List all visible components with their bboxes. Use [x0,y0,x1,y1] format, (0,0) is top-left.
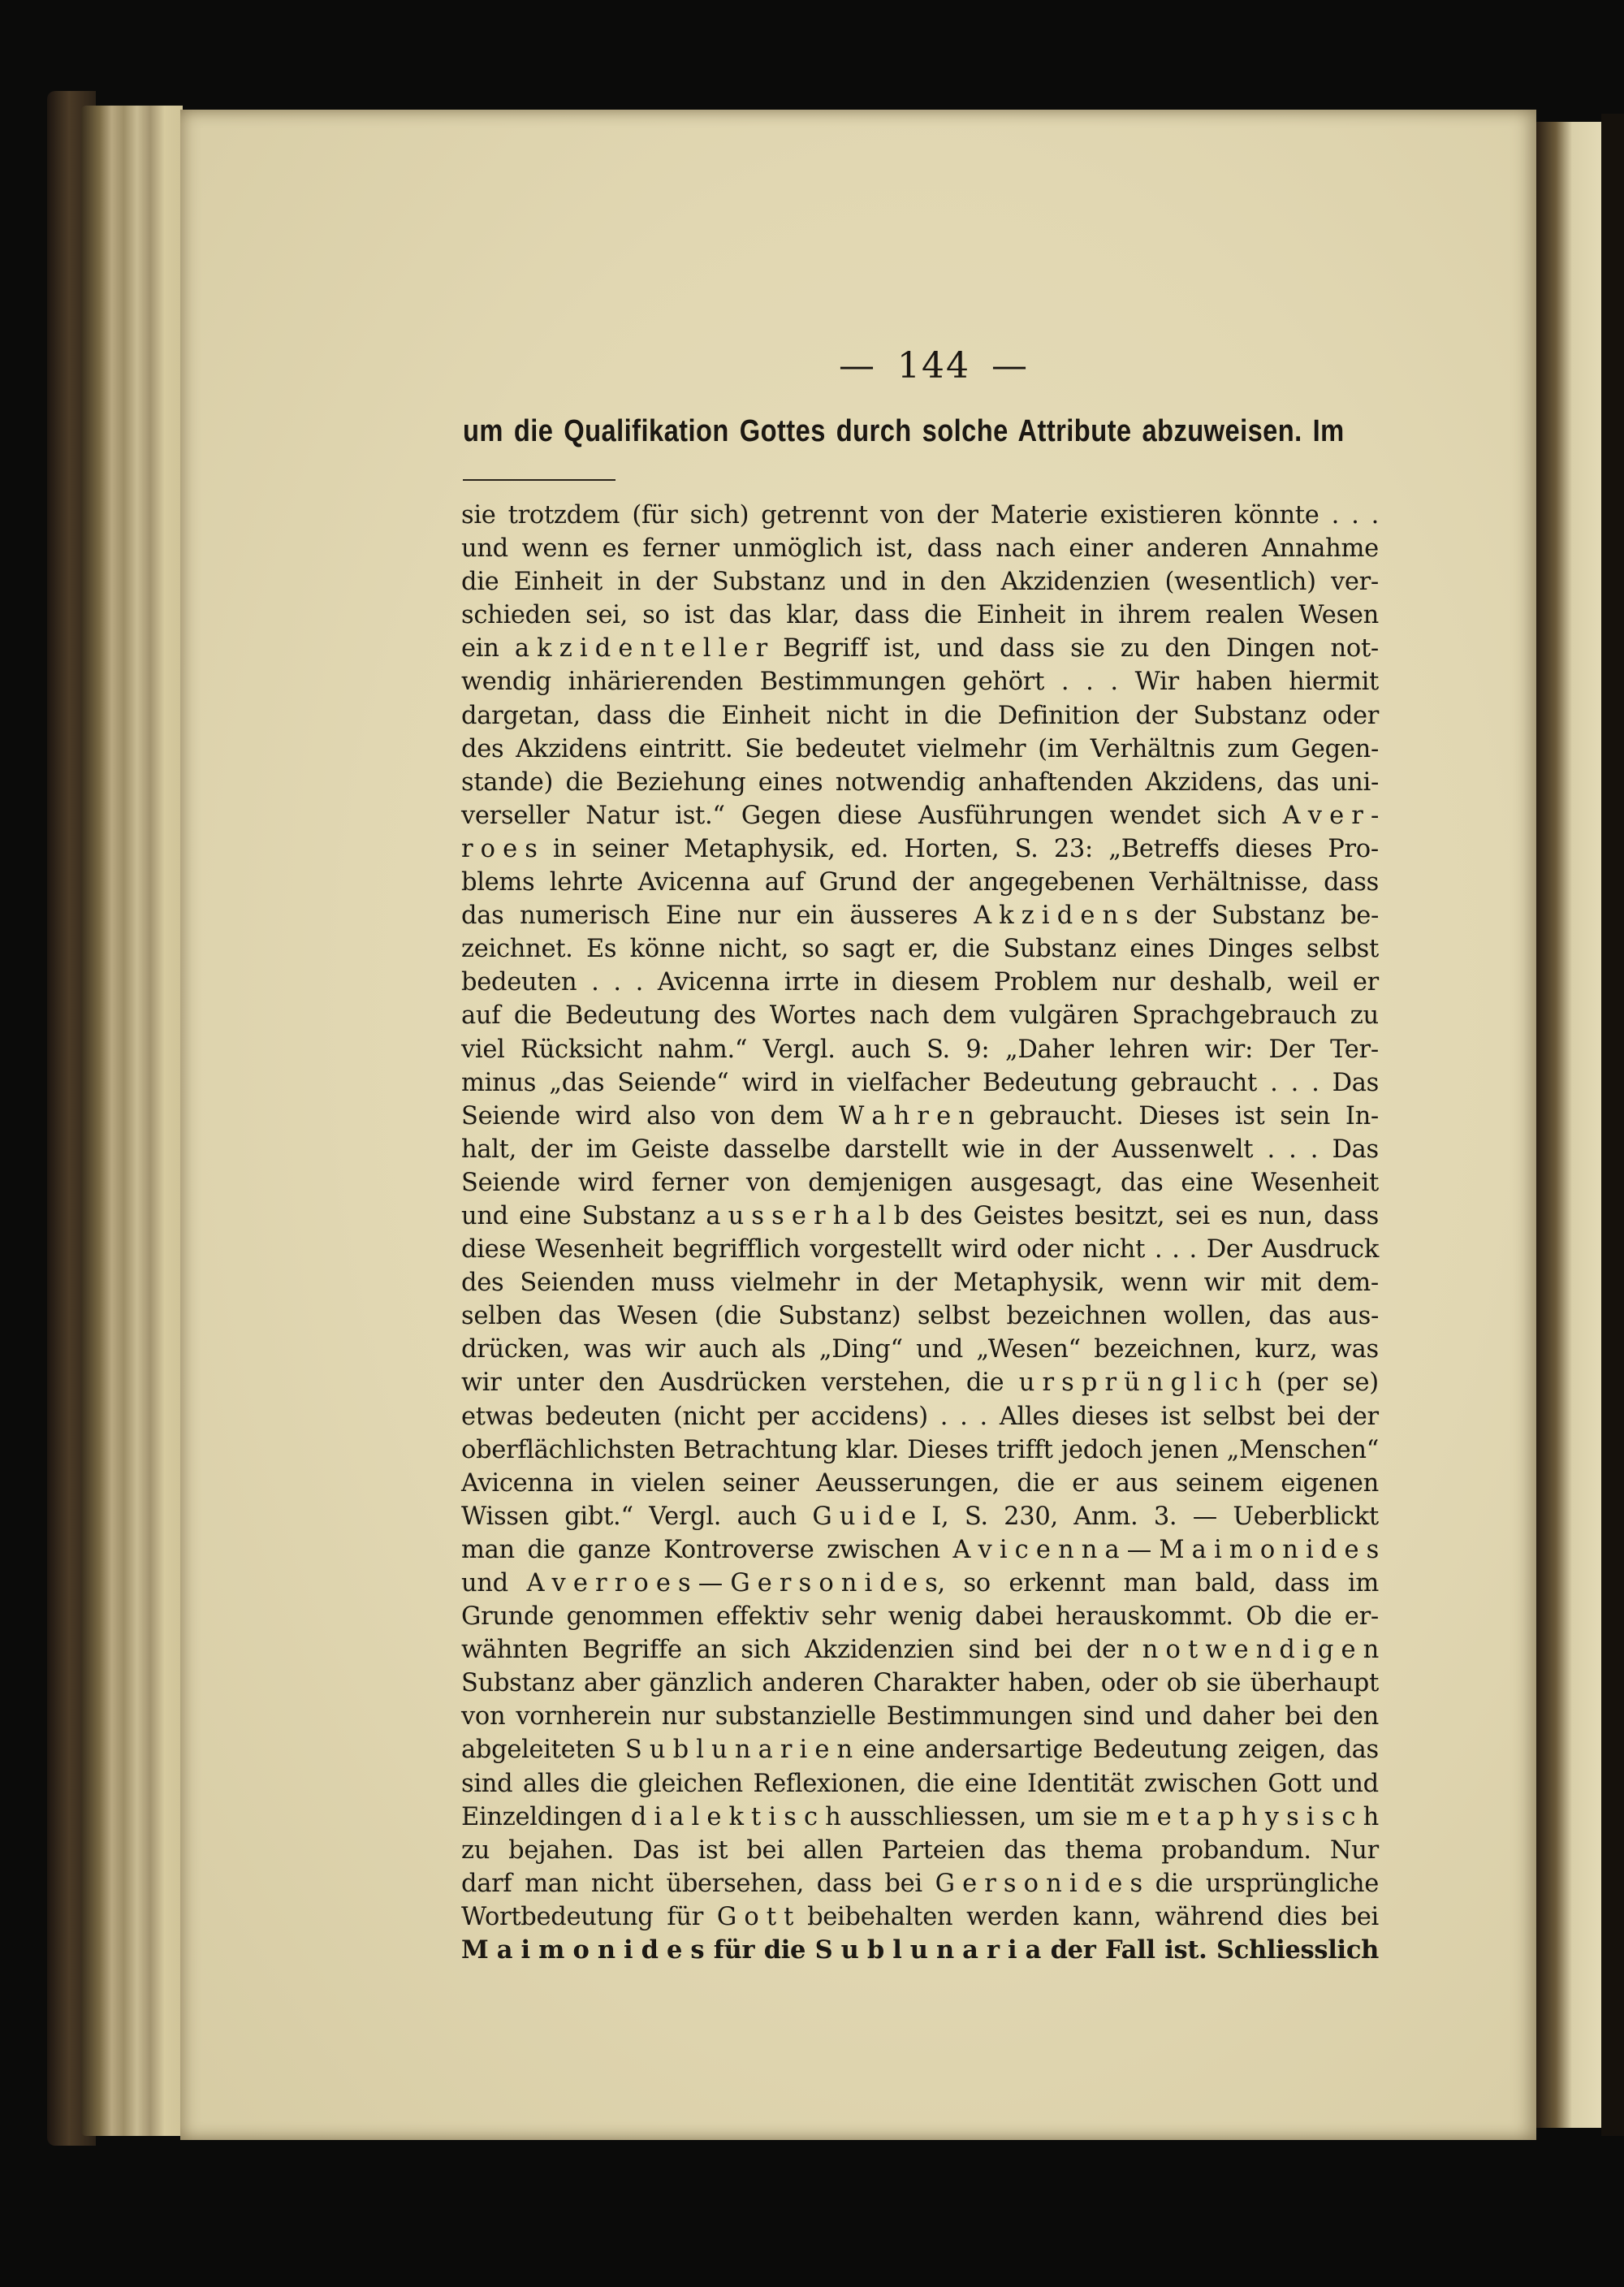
footnote-line: man die ganze Kontroverse zwischen A v i c e n n a — M a i m o n i d e s [461,1535,1379,1564]
footnote-line: Seiende wird ferner von demjenigen ausgesagt, das eine Wesenheit [461,1168,1379,1197]
footnote-line: Seiende wird also von dem W a h r e n gebraucht. Dieses ist sein In- [461,1101,1379,1131]
footnote-line: halt, der im Geiste dasselbe darstellt wie in der Aussenwelt . . . Das [461,1135,1379,1164]
footnote-line: verseller Natur ist.“ Gegen diese Ausführungen wendet sich A v e r - [461,801,1379,830]
footnote-line: zu bejahen. Das ist bei allen Parteien das thema probandum. Nur [461,1835,1379,1865]
page-number-dash-right: — [991,345,1029,387]
footnote-line: und eine Substanz a u s s e r h a l b des Geistes besitzt, sei es nun, dass [461,1201,1379,1230]
footnote-line: Grunde genommen effektiv sehr wenig dabei herauskommt. Ob die er- [461,1602,1379,1632]
footnote-line: r o e s in seiner Metaphysik, ed. Horten, S. 23: „Betreffs dieses Pro- [461,834,1379,863]
footnote-line: viel Rücksicht nahm.“ Vergl. auch S. 9: „Daher lehren wir: Der Ter- [461,1035,1379,1064]
footnote-line: wähnten Begriffe an sich Akzidenzien sind bei der n o t w e n d i g e n [461,1636,1379,1665]
footnote-line: das numerisch Eine nur ein äusseres A k z i d e n s der Substanz be- [461,901,1379,931]
footnote-line: darf man nicht übersehen, dass bei G e r s o n i d e s die ursprüngliche [461,1869,1379,1898]
footnote-line: minus „das Seiende“ wird in vielfacher Bedeutung gebraucht . . . Das [461,1068,1379,1097]
footnote-line: von vornherein nur substanzielle Bestimmungen sind und daher bei den [461,1702,1379,1731]
page-number-value: 144 [897,345,970,387]
footnote-line: etwas bedeuten (nicht per accidens) . . . Alles dieses ist selbst bei der [461,1402,1379,1431]
footnote-line: des Seienden muss vielmehr in der Metaphysik, wenn wir mit dem- [461,1269,1379,1298]
footnote-line: zeichnet. Es könne nicht, so sagt er, die Substanz eines Dinges selbst [461,935,1379,964]
page-number [818,345,1050,387]
footnote-line: wendig inhärierenden Bestimmungen gehört . . . Wir haben hiermit [461,668,1379,697]
footnote-line: oberflächlichsten Betrachtung klar. Dieses trifft jedoch jenen „Menschen“ [461,1435,1379,1464]
footnote-line: und A v e r r o e s — G e r s o n i d e s, so erkennt man bald, dass im [461,1569,1379,1597]
footnote-line: sie trotzdem (für sich) getrennt von der Materie existieren könnte . . . [461,501,1379,530]
footnote-line: blems lehrte Avicenna auf Grund der angegebenen Verhältnisse, dass [461,868,1379,897]
footnote-line: stande) die Beziehung eines notwendig anhaftenden Akzidens, das uni- [461,767,1379,797]
footnote-line: Avicenna in vielen seiner Aeusserungen, die er aus seinem eigenen [461,1468,1379,1498]
footnote-line: drücken, was wir auch als „Ding“ und „Wesen“ bezeichnen, kurz, was [461,1335,1379,1364]
footnote-line: sind alles die gleichen Reflexionen, die eine Identität zwischen Gott und [461,1769,1379,1798]
page-number-dash-left: — [839,345,876,387]
footnote-line: Wortbedeutung für G o t t beibehalten werden kann, während dies bei [461,1902,1379,1931]
footnote-line: schieden sei, so ist das klar, dass die Einheit in ihrem realen Wesen [461,601,1379,630]
footnote-line: und wenn es ferner unmöglich ist, dass nach einer anderen Annahme [461,534,1379,564]
footnote-line: auf die Bedeutung des Wortes nach dem vulgären Sprachgebrauch zu [461,1001,1379,1031]
footnote-line: die Einheit in der Substanz und in den Akzidenzien (wesentlich) ver- [461,568,1379,597]
footnote-line: ein a k z i d e n t e l l e r Begriff ist, und dass sie zu den Dingen not- [461,634,1379,664]
book-cover-right [1536,122,1601,2128]
footnote-line: Substanz aber gänzlich anderen Charakter haben, oder ob sie überhaupt [461,1669,1379,1698]
footnote-line: abgeleiteten S u b l u n a r i e n eine andersartige Bedeutung zeigen, das [461,1736,1379,1765]
footnote-line: wir unter den Ausdrücken verstehen, die u r s p r ü n g l i c h (per se) [461,1368,1379,1398]
footnote-line: des Akzidens eintritt. Sie bedeutet vielmehr (im Verhältnis zum Gegen- [461,734,1379,763]
footnote-line: M a i m o n i d e s für die S u b l u n a r i a der Fall ist. Schliesslich [461,1935,1379,1965]
footnote-line: Einzeldingen d i a l e k t i s c h ausschliessen, um sie m e t a p h y s i s c h [461,1802,1379,1831]
footnote-line: Wissen gibt.“ Vergl. auch G u i d e I, S. 230, Anm. 3. — Ueberblickt [461,1502,1379,1531]
footnote-line: diese Wesenheit begrifflich vorgestellt wird oder nicht . . . Der Ausdruck [461,1235,1379,1265]
page-stack-edges [81,106,183,2136]
footnote-line: selben das Wesen (die Substanz) selbst bezeichnen wollen, das aus- [461,1302,1379,1331]
footnote-line: bedeuten . . . Avicenna irrte in diesem Problem nur deshalb, weil er [461,968,1379,997]
footnote-line: dargetan, dass die Einheit nicht in die Definition der Substanz oder [461,701,1379,730]
main-text-line: um die Qualifikation Gottes durch solche Attribute abzuweisen. Im [463,414,1345,448]
scan-background-right [1601,114,1624,2136]
footnote-separator-rule [463,479,615,481]
footnote-block [461,499,1379,1967]
